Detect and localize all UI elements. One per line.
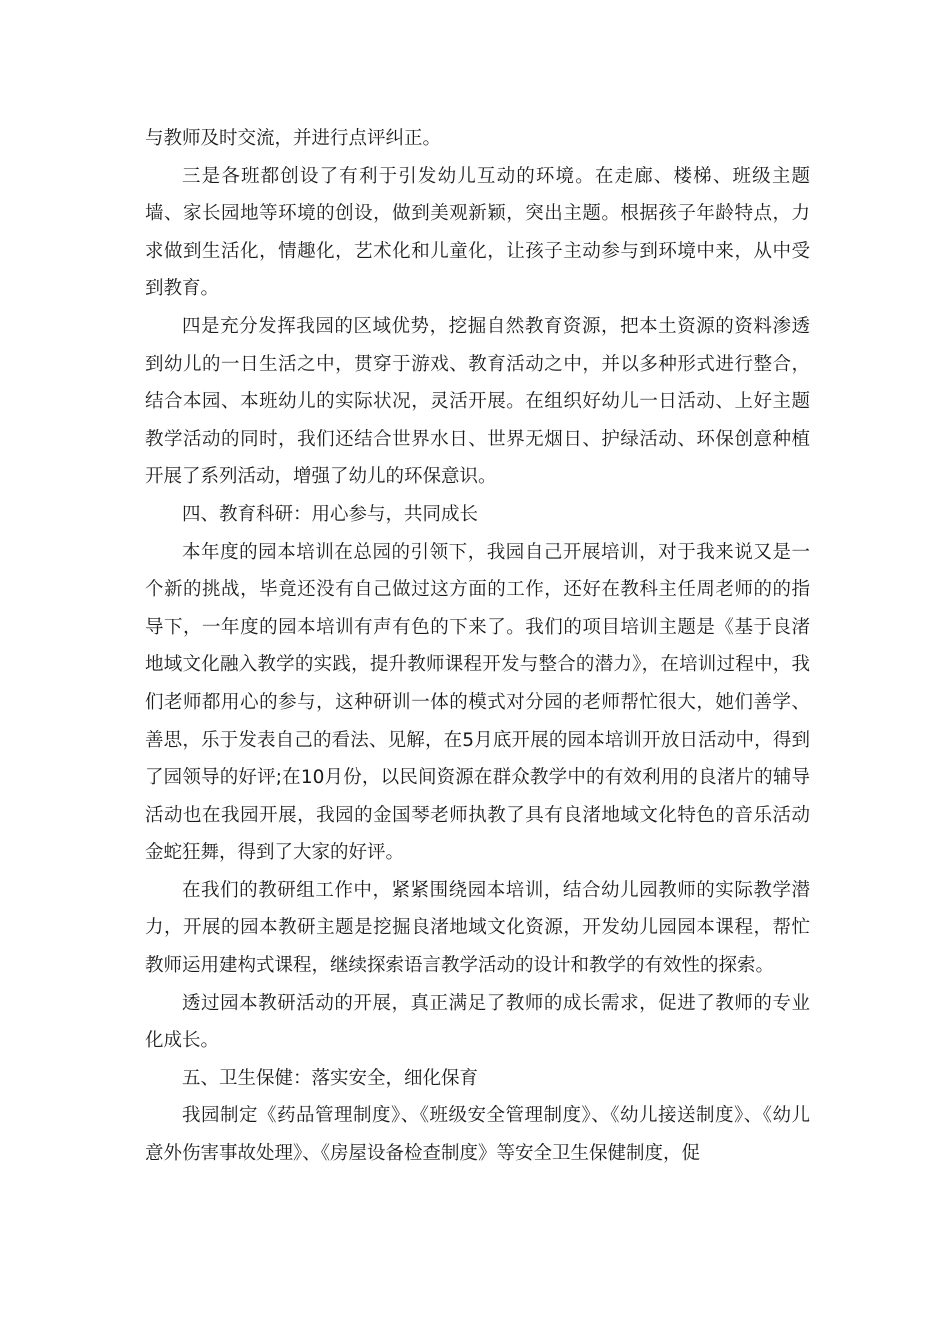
- section-heading-research: 四、教育科研：用心参与，共同成长: [182, 503, 479, 525]
- paragraph-3: 四是充分发挥我园的区域优势，挖掘自然教育资源，把本土资源的资料渗透到幼儿的一日生活之中，贯穿于游戏、教育活动之中，并以多种形式进行整合，结合本园、本班幼儿的实际状况，灵活开展。在组织好幼儿一日活动、上好主题教学活动的同时，我们还结合世界水日、世界无烟日、护绿活动、环保创意种植开展了系列活动，增强了幼儿的环保意识。: [145, 315, 810, 488]
- paragraph-1: 与教师及时交流，并进行点评纠正。: [145, 128, 442, 149]
- paragraph-5: 本年度的园本培训在总园的引领下，我园自己开展培训，对于我来说又是一个新的挑战，毕竟还没有自己做过这方面的工作，还好在教科主任周老师的的指导下，一年度的园本培训有声有色的下来了。我们的项目培训主题是《基于良渚地域文化融入教学的实践，提升教师课程开发与整合的潜力》，在培训过程中，我们老师都用心的参与，这种研训一体的模式对分园的老师帮忙很大，她们善学、善思，乐于发表自己的看法、见解，在5月底开展的园本培训开放日活动中，得到了园领导的好评;在10月份，以民间资源在群众教学中的有效利用的良渚片的辅导活动也在我园开展，我园的金国琴老师执教了具有良渚地域文化特色的音乐活动金蛇狂舞，得到了大家的好评。: [145, 541, 810, 864]
- paragraph-9: 我园制定《药品管理制度》、《班级安全管理制度》、《幼儿接送制度》、《幼儿意外伤害事故处理》、《房屋设备检查制度》等安全卫生保健制度，促: [145, 1105, 810, 1165]
- paragraph-6: 在我们的教研组工作中，紧紧围绕园本培训，结合幼儿园教师的实际教学潜力，开展的园本教研主题是挖掘良渚地域文化资源，开发幼儿园园本课程，帮忙教师运用建构式课程，继续探索语言教学活动的设计和教学的有效性的探索。: [145, 879, 810, 977]
- document-body: [145, 120, 810, 1173]
- paragraph-7: 透过园本教研活动的开展，真正满足了教师的成长需求，促进了教师的专业化成长。: [145, 992, 810, 1052]
- paragraph-2: 三是各班都创设了有利于引发幼儿互动的环境。在走廊、楼梯、班级主题墙、家长园地等环境的创设，做到美观新颖，突出主题。根据孩子年龄特点，力求做到生活化，情趣化，艺术化和儿童化，让孩子主动参与到环境中来，从中受到教育。: [145, 165, 810, 300]
- section-heading-health: 五、卫生保健：落实安全，细化保育: [182, 1067, 479, 1089]
